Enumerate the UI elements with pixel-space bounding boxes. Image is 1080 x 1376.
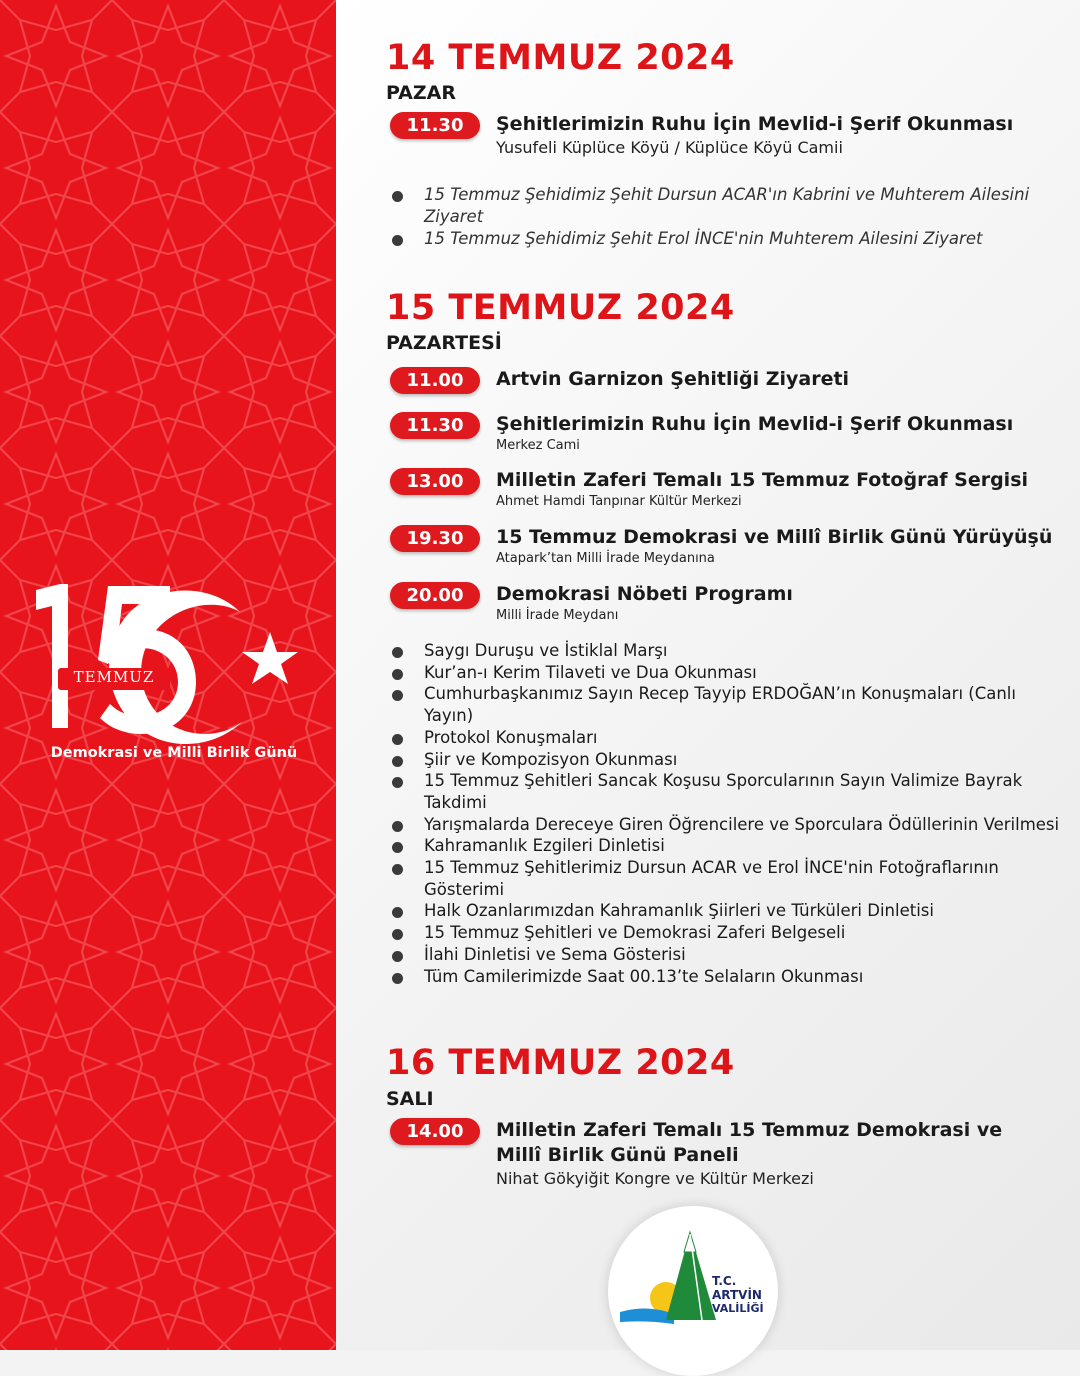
logo-line-2: ARTVİN [712,1288,762,1302]
event-place: Milli İrade Meydanı [496,608,619,623]
time-badge: 11.30 [390,112,480,139]
emblem-temmuz-word: TEMMUZ [73,668,155,686]
list-item: 15 Temmuz Şehidimiz Şehit Erol İNCE'nin Muhterem Ailesini Ziyaret [392,228,1060,250]
event-place: Ahmet Hamdi Tanpınar Kültür Merkezi [496,494,742,509]
event-title: Milletin Zaferi Temalı 15 Temmuz Demokrasi ve Millî Birlik Günü Paneli [496,1119,1003,1166]
event-title: Şehitlerimizin Ruhu İçin Mevlid-i Şerif Okunması [496,113,1014,135]
time-badge: 11.30 [390,412,480,439]
time-badge: 14.00 [390,1118,480,1145]
list-item: Saygı Duruşu ve İstiklal Marşı [392,640,1060,662]
list-item: Şiir ve Kompozisyon Okunması [392,749,1060,771]
emblem-caption: Demokrasi ve Milli Birlik Günü [50,745,298,761]
list-item: Kur’an-ı Kerim Tilaveti ve Dua Okunması [392,662,1060,684]
list-item: İlahi Dinletisi ve Sema Gösterisi [392,944,1060,966]
weekday-15: PAZARTESİ [386,332,502,354]
event-title: Milletin Zaferi Temalı 15 Temmuz Fotoğraf Sergisi [496,469,1029,491]
time-badge: 20.00 [390,582,480,609]
event-place: Yusufeli Küplüce Köyü / Küplüce Köyü Camii [496,138,843,157]
date-title-16: 16 TEMMUZ 2024 [386,1043,735,1083]
date-title-15: 15 TEMMUZ 2024 [386,288,735,328]
list-item: 15 Temmuz Şehitleri Sancak Koşusu Sporcularının Sayın Valimize Bayrak Takdimi [392,770,1060,813]
weekday-16: SALI [386,1088,434,1110]
event-place: Merkez Cami [496,438,580,453]
time-badge: 11.00 [390,367,480,394]
event-place: Atapark’tan Milli İrade Meydanına [496,551,715,566]
list-item: 15 Temmuz Şehitlerimiz Dursun ACAR ve Erol İNCE'nin Fotoğraflarının Gösterimi [392,857,1060,900]
weekday-14: PAZAR [386,82,456,104]
event-title: Artvin Garnizon Şehitliği Ziyareti [496,368,850,390]
artvin-logo [608,1206,778,1376]
time-badge: 13.00 [390,468,480,495]
logo-line-3: VALİLİĞİ [712,1302,764,1315]
logo-line-1: T.C. [712,1274,737,1288]
left-red-panel [0,0,336,1350]
list-item: Tüm Camilerimizde Saat 00.13’te Selaların Okunması [392,966,1060,988]
event-title: Şehitlerimizin Ruhu İçin Mevlid-i Şerif Okunması [496,413,1014,435]
bullet-list-14 [392,184,1060,250]
time-badge: 19.30 [390,525,480,552]
list-item: Protokol Konuşmaları [392,727,1060,749]
list-item: Cumhurbaşkanımız Sayın Recep Tayyip ERDOĞAN’ın Konuşmaları (Canlı Yayın) [392,683,1060,726]
list-item: Kahramanlık Ezgileri Dinletisi [392,835,1060,857]
list-item: Yarışmalarda Dereceye Giren Öğrencilere ve Sporculara Ödüllerinin Verilmesi [392,814,1060,836]
list-item: 15 Temmuz Şehidimiz Şehit Dursun ACAR'ın Kabrini ve Muhterem Ailesini Ziyaret [392,184,1060,228]
event-title: Demokrasi Nöbeti Programı [496,583,793,605]
list-item: 15 Temmuz Şehitleri ve Demokrasi Zaferi Belgeseli [392,922,1060,944]
date-title-14: 14 TEMMUZ 2024 [386,38,735,78]
bullet-list-15 [392,640,1060,987]
event-place: Nihat Gökyiğit Kongre ve Kültür Merkezi [496,1169,814,1188]
list-item: Halk Ozanlarımızdan Kahramanlık Şiirleri ve Türküleri Dinletisi [392,900,1060,922]
event-title: 15 Temmuz Demokrasi ve Millî Birlik Günü Yürüyüşü [496,526,1053,548]
